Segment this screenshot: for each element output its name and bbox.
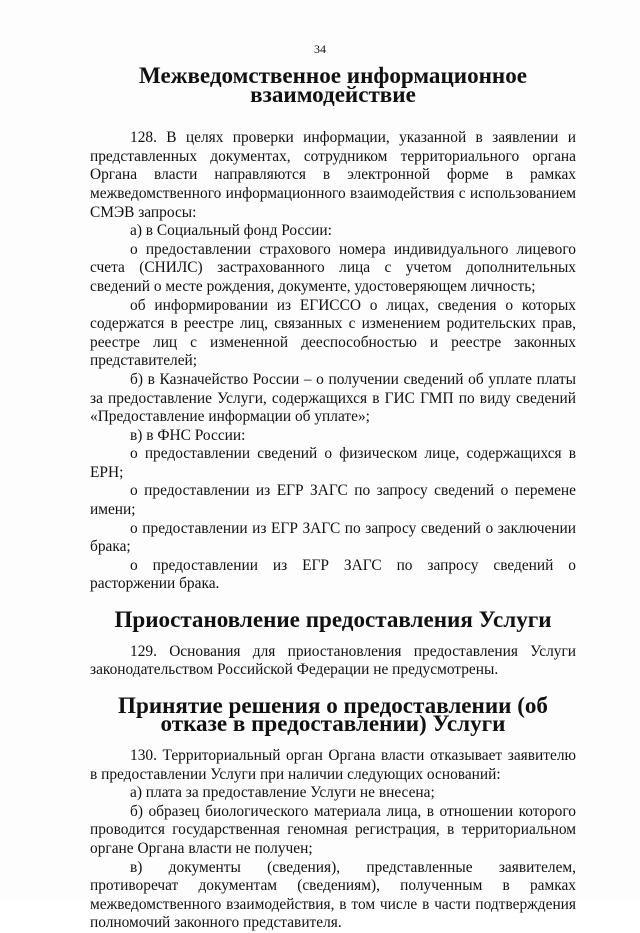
paragraph: 129. Основания для приостановления предоставления Услуги законодательством Российской Федерации не предусмотрены. bbox=[90, 642, 576, 679]
paragraph: о предоставлении сведений о физическом лице, содержащихся в ЕРН; bbox=[90, 445, 576, 481]
paragraph: 128. В целях проверки информации, указанной в заявлении и представленных документах, сотрудником территориального органа Органа власти направляются в электронной форме в рамках межведомственного информационного взаимодействия с использованием СМЭВ запросы: bbox=[90, 129, 576, 221]
paragraph: а) в Социальный фонд России: bbox=[130, 222, 332, 240]
paragraph: о предоставлении из ЕГР ЗАГС по запросу сведений о расторжении брака. bbox=[90, 556, 576, 593]
paragraph: а) плата за предоставление Услуги не внесена; bbox=[130, 784, 435, 802]
paragraph: 130. Территориальный орган Органа власти отказывает заявителю в предоставлении Услуги при наличии следующих оснований: bbox=[90, 747, 576, 783]
paragraph: б) образец биологического материала лица, в отношении которого проводится государственная геномная регистрация, в территориальном органе Органа власти не получен; bbox=[90, 802, 576, 857]
section-heading: Межведомственное информационное взаимодействие bbox=[139, 62, 527, 107]
document-body bbox=[90, 62, 576, 933]
paragraph: об информировании из ЕГИССО о лицах, сведения о которых содержатся в реестре лиц, связанных с изменением родительских прав, реестре лиц с измененной дееспособностью и реестре законных представителей; bbox=[90, 296, 576, 370]
paragraph: б) в Казначейство России – о получении сведений об уплате платы за предоставление Услуги, содержащихся в ГИС ГМП по виду сведений «Предоставление информации об уплате»; bbox=[90, 370, 576, 426]
paragraph: о предоставлении из ЕГР ЗАГС по запросу сведений о заключении брака; bbox=[90, 519, 576, 556]
section-heading: Приостановление предоставления Услуги bbox=[114, 606, 552, 633]
paragraph: в) документы (сведения), представленные заявителем, противоречат документам (сведениям), полученным в рамках межведомственного взаимодействия, в том числе в части подтверждения полномочий законного представителя. bbox=[90, 858, 576, 932]
paragraph: о предоставлении страхового номера индивидуального лицевого счета (СНИЛС) застрахованного лица с учетом дополнительных сведений о месте рождения, документе, удостоверяющем личность; bbox=[90, 240, 576, 295]
paragraph: в) в ФНС России: bbox=[130, 426, 246, 444]
page-number: 34 bbox=[314, 42, 326, 56]
section-heading: Принятие решения о предоставлении (об отказе в предоставлении) Услуги bbox=[118, 691, 548, 737]
paragraph: о предоставлении из ЕГР ЗАГС по запросу сведений о перемене имени; bbox=[90, 482, 576, 519]
